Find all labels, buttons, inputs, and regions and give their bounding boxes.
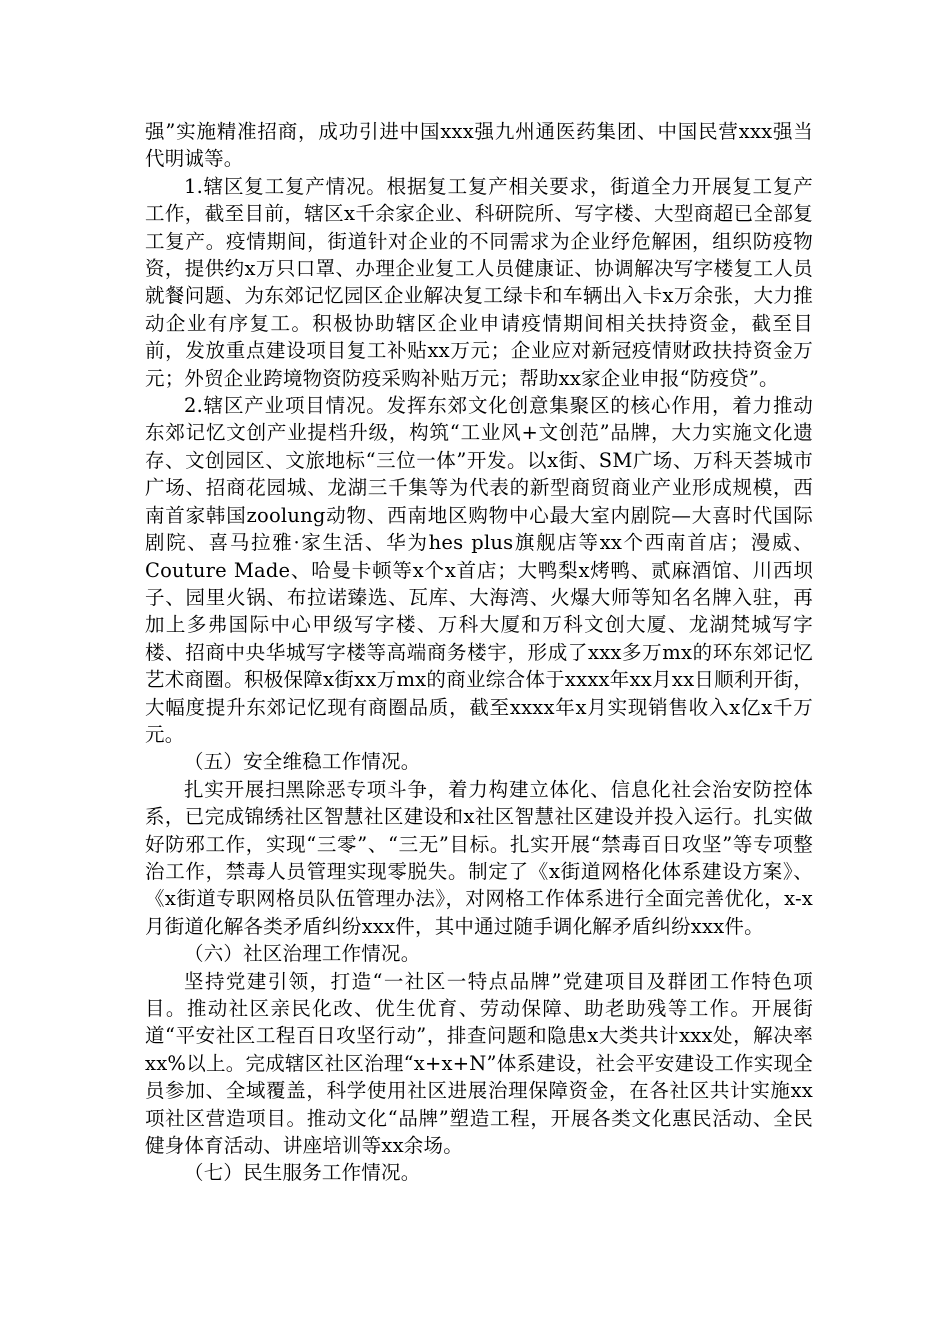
section-heading-community: （六）社区治理工作情况。 (184, 942, 421, 966)
paragraph-community: 坚持党建引领，打造“一社区一特点品牌”党建项目及群团工作特色项目。推动社区亲民化改、优生优育、劳动保障、助老助残等工作。开展街道“平安社区工程百日攻坚行动”，排查问题和隐患x大类共计xxx处，解决率xx%以上。完成辖区社区治理“x+x+N”体系建设，社会平安建设工作实现全员参加、全域覆盖，科学使用社区进展治理保障资金，在各社区共计实施xx项社区营造项目。推动文化“品牌”塑造工程，开展各类文化惠民活动、全民健身体育活动、讲座培训等xx余场。 (145, 969, 813, 1158)
document-page (145, 118, 813, 1187)
paragraph-continuation: 强”实施精准招商，成功引进中国xxx强九州通医药集团、中国民营xxx强当代明诚等。 (145, 120, 813, 171)
paragraph-resumption-status: 1.辖区复工复产情况。根据复工复产相关要求，街道全力开展复工复产工作，截至目前，辖区x千余家企业、科研院所、写字楼、大型商超已全部复工复产。疫情期间，街道针对企业的不同需求为企业纾危解困，组织防疫物资，提供约x万只口罩、办理企业复工人员健康证、协调解决写字楼复工人员就餐问题、为东郊记忆园区企业解决复工绿卡和车辆出入卡x万余张，大力推动企业有序复工。积极协助辖区企业申请疫情期间相关扶持资金，截至目前，发放重点建设项目复工补贴xx万元；企业应对新冠疫情财政扶持资金万元；外贸企业跨境物资防疫采购补贴万元；帮助xx家企业申报“防疫贷”。 (145, 174, 813, 390)
paragraph-security: 扎实开展扫黑除恶专项斗争，着力构建立体化、信息化社会治安防控体系，已完成锦绣社区智慧社区建设和x社区智慧社区建设并投入运行。扎实做好防邪工作，实现“三零”、“三无”目标。扎实开展“禁毒百日攻坚”等专项整治工作，禁毒人员管理实现零脱失。制定了《x街道网格化体系建设方案》、《x街道专职网格员队伍管理办法》，对网格工作体系进行全面完善优化，x-x月街道化解各类矛盾纠纷xxx件，其中通过随手调化解矛盾纠纷xxx件。 (145, 777, 813, 938)
paragraph-industry-projects: 2.辖区产业项目情况。发挥东郊文化创意集聚区的核心作用，着力推动东郊记忆文创产业提档升级，构筑“工业风+文创范”品牌，大力实施文化遗存、文创园区、文旅地标“三位一体”开发。以x街、SM广场、万科天荟城市广场、招商花园城、龙湖三千集等为代表的新型商贸商业产业形成规模，西南首家韩国zoolung动物、西南地区购物中心最大室内剧院—大喜时代国际剧院、喜马拉雅·家生活、华为hes plus旗舰店等xx个西南首店；漫威、Couture Made、哈曼卡顿等x个x首店；大鸭梨x烤鸭、贰麻酒馆、川西坝子、园里火锅、布拉诺臻选、瓦库、大海湾、火爆大师等知名名牌入驻，再加上多弗国际中心甲级写字楼、万科大厦和万科文创大厦、龙湖梵城写字楼、招商中央华城写字楼等高端商务楼宇，形成了xxx多万mx的环东郊记忆艺术商圈。积极保障x街xx万mx的商业综合体于xxxx年xx月xx日顺利开街，大幅度提升东郊记忆现有商圈品质，截至xxxx年x月实现销售收入x亿x千万元。 (145, 394, 813, 746)
section-heading-livelihood: （七）民生服务工作情况。 (184, 1161, 421, 1185)
section-heading-security: （五）安全维稳工作情况。 (184, 750, 421, 774)
